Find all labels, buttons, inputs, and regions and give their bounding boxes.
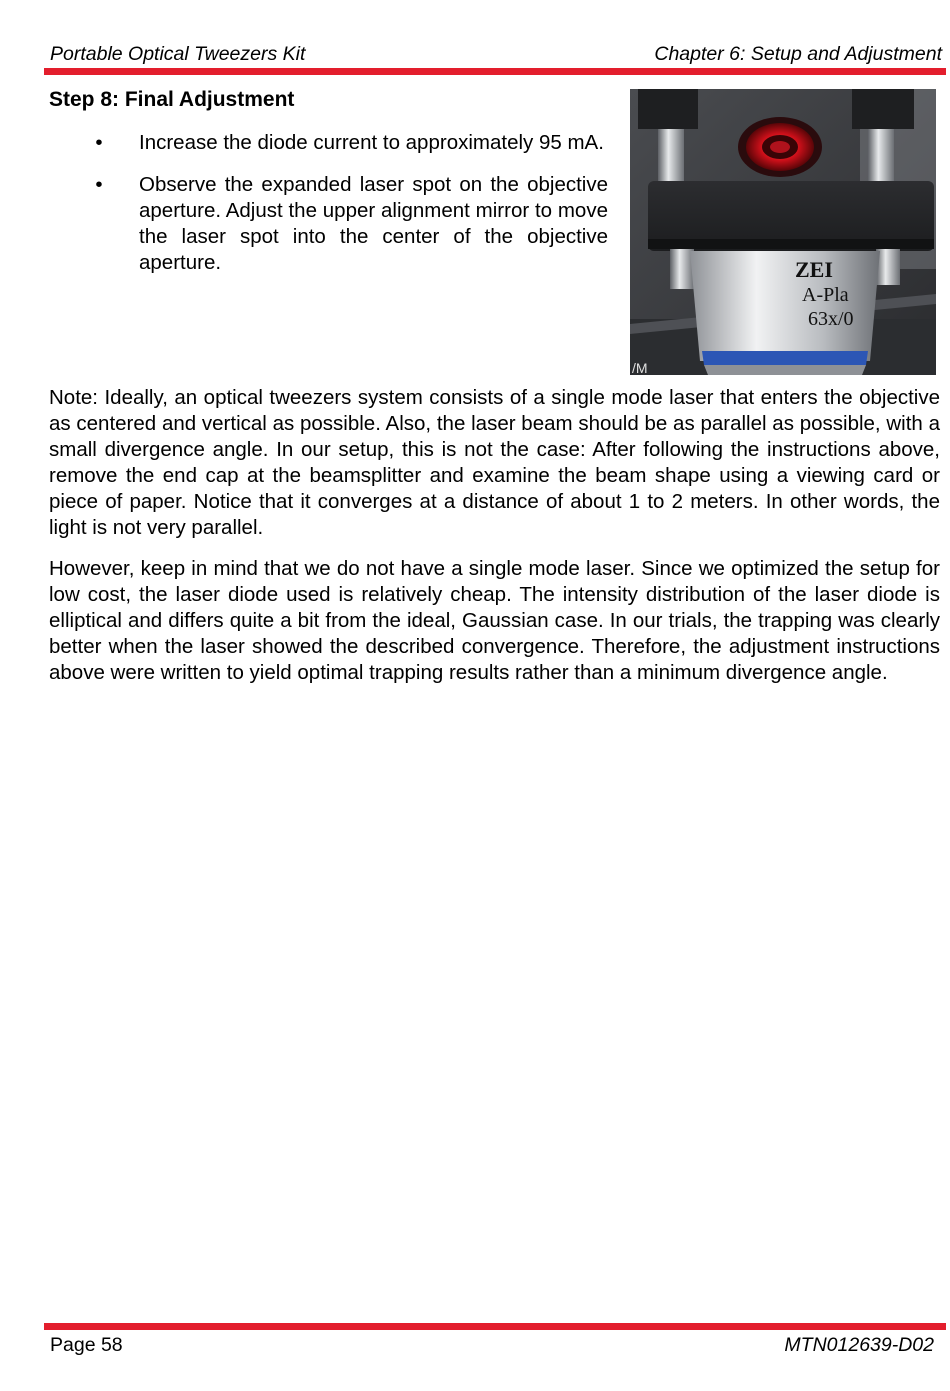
list-item-text: Increase the diode current to approximately 95 mA. [139,131,604,154]
page-header [48,40,942,64]
lens-engraving-line3: 63x/0 [808,308,854,330]
footer-red-rule [44,1323,946,1330]
lens-engraving-line1: ZEI [795,257,833,282]
lens-engraving-line2: A-Pla [802,284,849,306]
note-paragraph: Note: Ideally, an optical tweezers system consists of a single mode laser that enters the objective as centered and vertical as possible. Also, the laser beam should be as parallel as possible, with a small divergence angle. In our setup, this is not the case: After following the instructions above, remove the end cap at the beamsplitter and examine the beam shape using a viewing card or piece of paper. Notice that it converges at a distance of about 1 to 2 meters. In other words, the light is not very parallel. [49,386,940,539]
lens-engraving-line4: /M [632,360,648,375]
bullet-icon: • [95,173,103,196]
instruction-list [92,130,608,292]
bullet-icon: • [95,131,103,154]
section-title: Step 8: Final Adjustment [49,88,295,111]
header-red-rule [44,68,946,75]
explanation-paragraph: However, keep in mind that we do not have a single mode laser. Since we optimized the setup for low cost, the laser diode used is relatively cheap. The intensity distribution of the laser diode is elliptical and differs quite a bit from the ideal, Gaussian case. In our trials, the trapping was clearly better when the laser showed the described convergence. Therefore, the adjustment instructions above were written to yield optimal trapping results rather than a minimum divergence angle. [49,557,940,684]
header-chapter-title: Chapter 6: Setup and Adjustment [654,43,942,65]
microscope-objective-photo [630,89,936,375]
list-item [92,172,608,276]
page-footer [48,1333,934,1359]
header-document-title: Portable Optical Tweezers Kit [50,43,306,65]
list-item [92,130,608,156]
list-item-text: Observe the expanded laser spot on the objective aperture. Adjust the upper alignment mirror to move the laser spot into the center of the objective aperture. [139,173,608,274]
page-number: Page 58 [50,1334,123,1356]
document-id: MTN012639-D02 [784,1334,934,1356]
